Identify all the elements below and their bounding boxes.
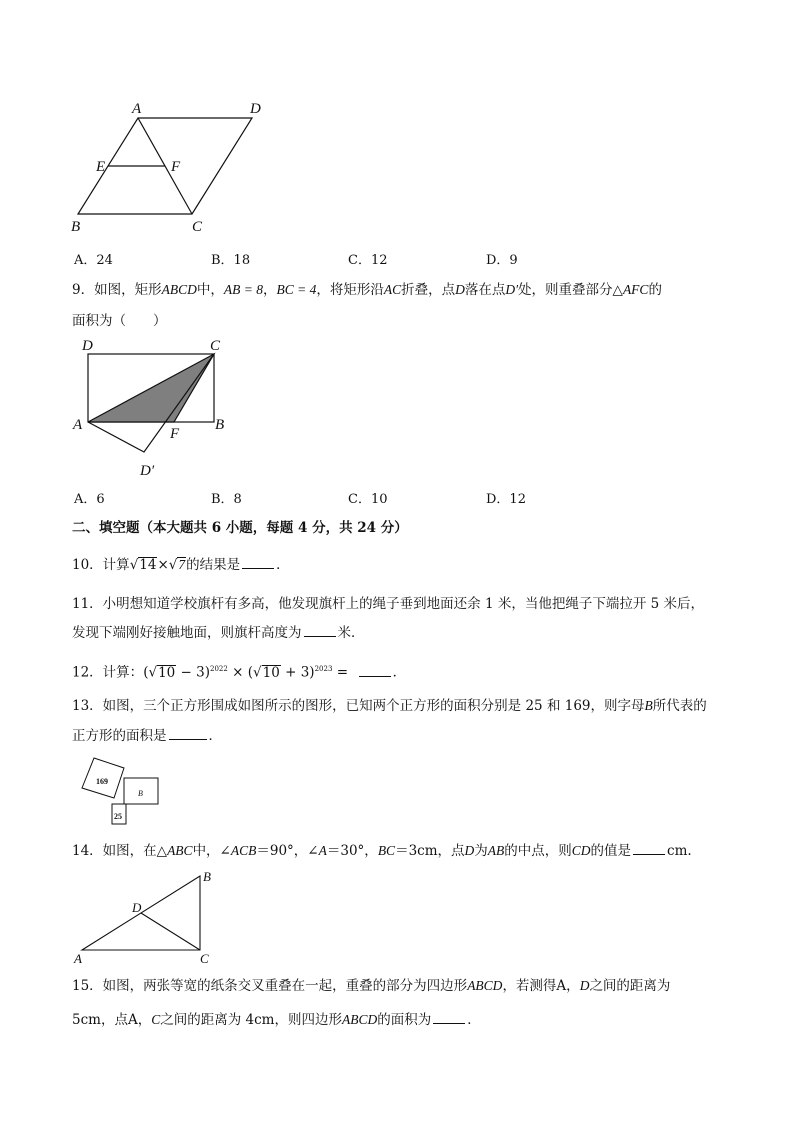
section-heading: 二、填空题（本大题共 6 小题，每题 4 分，共 24 分） — [72, 520, 408, 536]
q14: 14．如图，在△ABC中，∠ACB＝90°，∠A＝30°，BC＝3cm，点D为AB的中点，则CD的值是 cm. — [72, 843, 692, 859]
q8-option-c: C．12 — [348, 253, 388, 268]
q8-label-a: A — [132, 101, 142, 117]
q8-figure — [68, 96, 268, 238]
q9-label-d: D — [82, 338, 93, 354]
q9-figure — [70, 334, 240, 484]
q9-option-a: A．6 — [74, 492, 105, 507]
q8-label-f: F — [171, 159, 181, 175]
q9-line1: 9．如图，矩形ABCD中，AB = 8，BC = 4，将矩形沿AC折叠，点D落在点D′处，则重叠部分△AFC的 — [72, 282, 662, 298]
q9-label-dprime: D′ — [140, 463, 155, 479]
q13-answer-blank — [169, 727, 207, 740]
q9-line2: 面积为（ ） — [72, 313, 167, 329]
q13-line1: 13．如图，三个正方形围成如图所示的图形，已知两个正方形的面积分别是 25 和 169，则字母B所代表的 — [72, 698, 707, 714]
q9-option-c: C．10 — [348, 492, 388, 507]
q8-option-d: D．9 — [486, 253, 518, 268]
q8-label-d: D — [250, 101, 261, 117]
q9-label-b: B — [215, 417, 225, 433]
q15-answer-blank — [433, 1011, 465, 1024]
q15-line2: 5cm，点A，C之间的距离为 4cm，则四边形ABCD的面积为 ． — [72, 1012, 481, 1028]
q8-option-b: B．18 — [211, 253, 251, 268]
q8-option-a: A．24 — [74, 253, 113, 268]
q13-label-169: 169 — [96, 777, 108, 786]
q14-label-d: D — [132, 900, 142, 915]
q8-label-c: C — [192, 219, 203, 235]
q9-label-a: A — [73, 417, 83, 433]
q8-label-e: E — [96, 159, 106, 175]
q13-label-25: 25 — [114, 812, 122, 821]
q9-label-f: F — [170, 426, 180, 442]
q14-label-c: C — [200, 951, 209, 966]
q14-answer-blank — [633, 842, 665, 855]
q10: 10．计算√14×√7的结果是 ． — [72, 557, 290, 573]
q9-shaded-triangle-afc — [88, 354, 214, 422]
q8-label-b: B — [71, 219, 81, 235]
q11-line2: 发现下端刚好接触地面，则旗杆高度为 米． — [72, 625, 365, 641]
q13-line2: 正方形的面积是 ． — [72, 728, 222, 744]
q14-figure — [70, 866, 230, 966]
q13-label-b: B — [138, 789, 143, 798]
q11-line1: 11．小明想知道学校旗杆有多高，他发现旗杆上的绳子垂到地面还余 1 米，当他把绳子下端拉开 5 米后， — [72, 596, 705, 612]
q9-option-b: B．8 — [211, 492, 242, 507]
q10-answer-blank — [242, 556, 274, 569]
q14-median-cd — [141, 913, 200, 950]
q15-line1: 15．如图，两张等宽的纸条交叉重叠在一起，重叠的部分为四边形ABCD，若测得A，D之间的距离为 — [72, 978, 671, 994]
q12: 12．计算：$(√10 - 3)^{2022} \times (√10 + 3)^{2023}$ = ． — [72, 664, 407, 681]
q13-figure — [76, 756, 176, 828]
q12-answer-blank — [359, 664, 391, 677]
q9-option-d: D．12 — [486, 492, 526, 507]
q14-label-b: B — [203, 869, 211, 884]
q14-label-a: A — [74, 951, 82, 966]
q11-answer-blank — [304, 624, 336, 637]
q9-label-c: C — [210, 338, 221, 354]
